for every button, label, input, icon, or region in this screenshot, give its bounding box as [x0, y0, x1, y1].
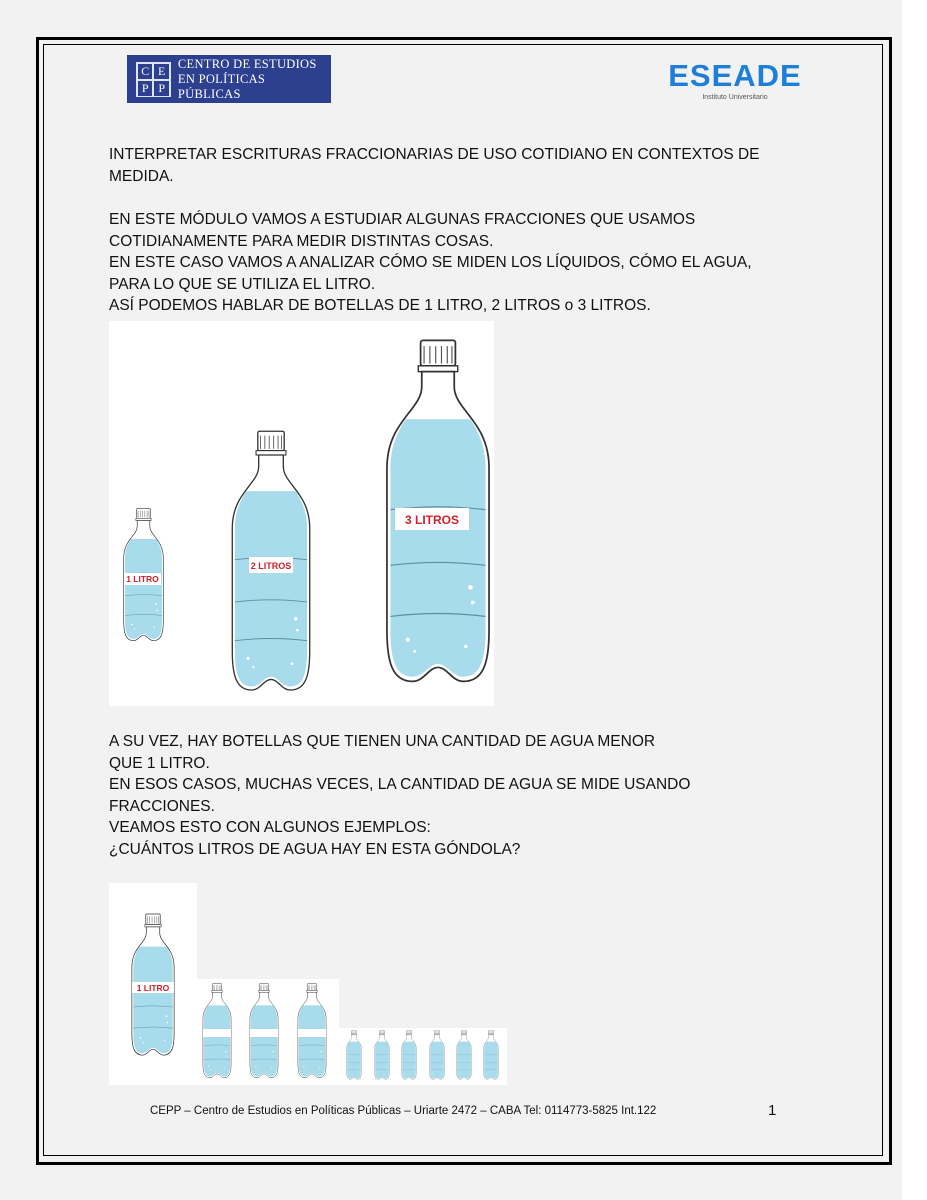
intro-line: COTIDIANAMENTE PARA MEDIR DISTINTAS COSAS.: [109, 232, 494, 250]
small-bottle: [457, 1030, 472, 1079]
bottle-3-litros: [387, 340, 489, 681]
bottle-1-litro: [124, 508, 164, 640]
small-bottle: [347, 1030, 362, 1079]
bottle-label: 2 LITROS: [250, 561, 292, 571]
cepp-name: [178, 57, 331, 102]
cepp-letter: C: [137, 63, 153, 80]
intro-line: EN ESTE MÓDULO VAMOS A ESTUDIAR ALGUNAS FRACCIONES QUE USAMOS: [109, 211, 696, 228]
small-bottle: [402, 1030, 417, 1079]
cepp-monogram: [136, 62, 171, 97]
medium-bottle: [250, 984, 278, 1078]
intro-paragraph: [109, 209, 752, 317]
cepp-letter: P: [153, 80, 169, 97]
medium-bottle: [203, 984, 231, 1078]
eseade-subtitle: Instituto Universitario: [702, 94, 768, 101]
cepp-letter: E: [153, 63, 169, 80]
small-bottle: [375, 1030, 390, 1079]
text-line: EN ESOS CASOS, MUCHAS VECES, LA CANTIDAD DE AGUA SE MIDE USANDO: [109, 776, 691, 793]
eseade-logo: [668, 60, 802, 102]
intro-line: ASÍ PODEMOS HABLAR DE BOTELLAS DE 1 LITRO, 2 LITROS o 3 LITROS.: [109, 297, 651, 314]
eseade-name: ESEADE: [668, 58, 802, 93]
cepp-logo: [127, 55, 331, 103]
bottle-label: 1 LITRO: [126, 574, 159, 584]
module-title: [109, 144, 760, 187]
small-bottle: [430, 1030, 445, 1079]
page-number: 1: [768, 1102, 777, 1119]
bottle-label: 1 LITRO: [136, 983, 170, 993]
title-line: INTERPRETAR ESCRITURAS FRACCIONARIAS DE USO COTIDIANO EN CONTEXTOS DE: [109, 146, 760, 163]
text-line: QUE 1 LITRO.: [109, 754, 210, 772]
question-line: ¿CUÁNTOS LITROS DE AGUA HAY EN ESTA GÓNDOLA?: [109, 840, 521, 858]
gondola-medium-bottles: [203, 984, 326, 1078]
bottles-illustration: [109, 321, 494, 706]
second-paragraph: [109, 731, 690, 860]
gondola-small-bottles: [347, 1030, 499, 1079]
gondola-illustration: [109, 883, 507, 1085]
cepp-name-line: EN POLÍTICAS PÚBLICAS: [177, 71, 266, 101]
text-line: VEAMOS ESTO CON ALGUNOS EJEMPLOS:: [109, 819, 431, 836]
intro-line: EN ESTE CASO VAMOS A ANALIZAR CÓMO SE MIDEN LOS LÍQUIDOS, CÓMO EL AGUA,: [109, 254, 752, 271]
title-line: MEDIDA.: [109, 167, 174, 185]
bottle-label: 3 LITROS: [404, 513, 460, 527]
text-line: FRACCIONES.: [109, 797, 215, 815]
gondola-bottle-1-litro: [132, 914, 174, 1055]
cepp-name-line: CENTRO DE ESTUDIOS: [177, 56, 317, 71]
cepp-letter: P: [137, 80, 153, 97]
medium-bottle: [298, 984, 326, 1078]
intro-line: PARA LO QUE SE UTILIZA EL LITRO.: [109, 275, 376, 293]
bottle-2-litros: [232, 431, 309, 690]
page-footer: CEPP – Centro de Estudios en Políticas Públicas – Uriarte 2472 – CABA Tel: 0114773-5825 Int.122: [150, 1105, 657, 1117]
text-line: A SU VEZ, HAY BOTELLAS QUE TIENEN UNA CANTIDAD DE AGUA MENOR: [109, 733, 656, 750]
small-bottle: [484, 1030, 499, 1079]
